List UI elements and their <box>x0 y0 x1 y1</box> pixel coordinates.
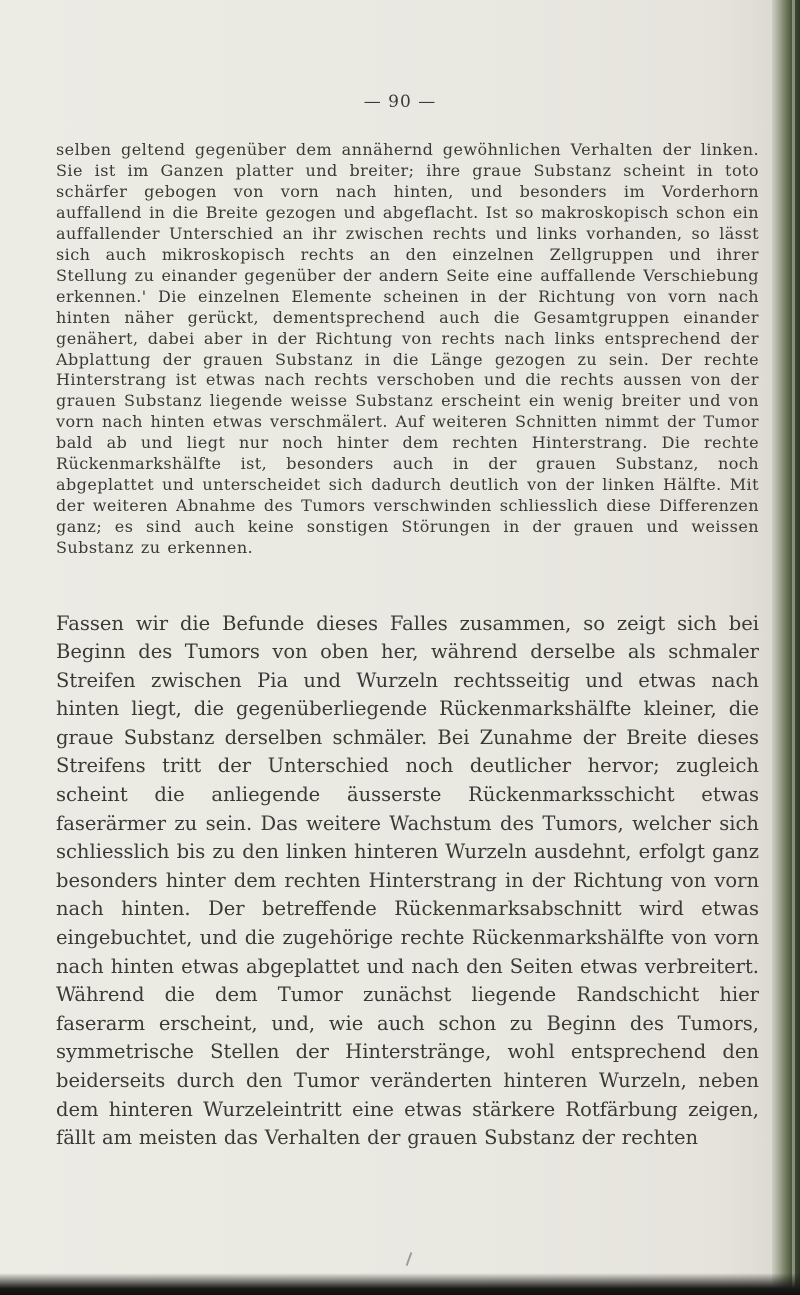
small-print-paragraph: selben geltend gegenüber dem annähernd gewöhnlichen Verhalten der linken. Sie ist im Ganzen platter und breiter; ihre graue Substanz scheint in toto schärfer gebogen von vorn nach hinten, und besonders im Vorderhorn auffallend in die Breite gezogen und abgeflacht. Ist so makroskopisch schon ein auffallender Unterschied an ihr zwischen rechts und links vorhanden, so lässt sich auch mikroskopisch rechts an den einzelnen Zellgruppen und ihrer Stellung zu einander gegenüber der andern Seite eine auffallende Verschiebung erkennen.' Die einzelnen Elemente scheinen in der Richtung von vorn nach hinten näher gerückt, dementsprechend auch die Gesamtgruppen einander genähert, dabei aber in der Richtung von rechts nach links entsprechend der Abplattung der grauen Substanz in die Länge gezogen zu sein. Der rechte Hinterstrang ist etwas nach rechts verschoben und die rechts aussen von der grauen Substanz liegende weisse Substanz erscheint ein wenig breiter und von vorn nach hinten etwas verschmälert. Auf weiteren Schnitten nimmt der Tumor bald ab und liegt nur noch hinter dem rechten Hinterstrang. Die rechte Rückenmarkshälfte ist, besonders auch in der grauen Substanz, noch abgeplattet und unterscheidet sich dadurch deutlich von der linken Hälfte. Mit der weiteren Abnahme des Tumors verschwinden schliesslich diese Differenzen ganz; es sind auch keine sonstigen Störungen in der grauen und weissen Substanz zu erkennen. <box>56 140 759 558</box>
page-bottom-shadow <box>0 1273 800 1295</box>
binding-highlight <box>792 0 795 1295</box>
binding-edge <box>772 0 800 1295</box>
summary-paragraph: Fassen wir die Befunde dieses Falles zusammen, so zeigt sich bei Beginn des Tumors von oben her, während derselbe als schmaler Streifen zwischen Pia und Wurzeln rechtsseitig und etwas nach hinten liegt, die gegenüberliegende Rückenmarkshälfte kleiner, die graue Substanz derselben schmäler. Bei Zunahme der Breite dieses Streifens tritt der Unterschied noch deutlicher hervor; zugleich scheint die anliegende äusserste Rückenmarksschicht etwas faserärmer zu sein. Das weitere Wachstum des Tumors, welcher sich schliesslich bis zu den linken hinteren Wurzeln ausdehnt, erfolgt ganz besonders hinter dem rechten Hinterstrang in der Richtung von vorn nach hinten. Der betreffende Rückenmarksabschnitt wird etwas eingebuchtet, und die zugehörige rechte Rückenmarkshälfte von vorn nach hinten etwas abgeplattet und nach den Seiten etwas verbreitert. Während die dem Tumor zunächst liegende Randschicht hier faserarm erscheint, und, wie auch schon zu Beginn des Tumors, symmetrische Stellen der Hinterstränge, wohl entsprechend den beiderseits durch den Tumor veränderten hinteren Wurzeln, neben dem hinteren Wurzeleintritt eine etwas stärkere Rotfärbung zeigen, fällt am meisten das Verhalten der grauen Substanz der rechten <box>56 611 759 1150</box>
stray-ink-mark <box>406 1252 413 1266</box>
page-number: — 90 — <box>363 92 437 112</box>
